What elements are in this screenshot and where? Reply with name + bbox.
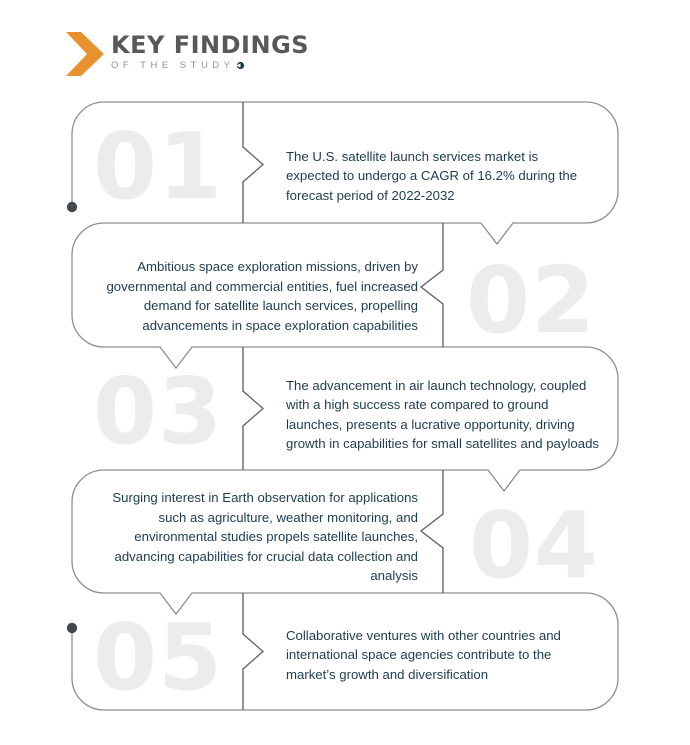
page-title: KEY FINDINGS bbox=[111, 31, 310, 59]
finding-number-5: 05 bbox=[92, 604, 224, 711]
finding-number-3: 03 bbox=[92, 358, 224, 465]
finding-number-4: 04 bbox=[468, 492, 600, 599]
finding-paragraph: The advancement in air launch technology, coupled with a high success rate compared to ground launches, presents a lucrative opportunity, driving growth in capabilities for small satellites and payloads bbox=[286, 377, 599, 451]
divider-chevron-4 bbox=[421, 470, 443, 593]
finding-paragraph: Collaborative ventures with other countries and international space agencies contribute to the market’s growth and diversification bbox=[286, 627, 561, 682]
divider-chevron-2 bbox=[421, 223, 443, 347]
finding-text-1 bbox=[286, 128, 594, 224]
line-end-dot-top bbox=[67, 202, 77, 212]
finding-text-3 bbox=[286, 362, 608, 467]
divider-chevron-3 bbox=[243, 347, 263, 470]
finding-number-2: 02 bbox=[465, 247, 597, 354]
divider-chevron-5 bbox=[243, 593, 263, 710]
finding-text-4 bbox=[100, 487, 418, 587]
finding-paragraph: Ambitious space exploration missions, driven by governmental and commercial entities, fuel increased demand for satellite launch services, propelling advancements in space exploration capabilities bbox=[106, 259, 418, 333]
line-end-dot-bottom bbox=[67, 623, 77, 633]
finding-paragraph: The U.S. satellite launch services market is expected to undergo a CAGR of 16.2% during the forecast period of 2022-2032 bbox=[286, 148, 578, 203]
finding-text-2 bbox=[100, 246, 418, 346]
page-subtitle: OF THE STUDY bbox=[111, 60, 235, 71]
finding-text-5 bbox=[286, 605, 594, 705]
finding-paragraph: Surging interest in Earth observation for applications such as agriculture, weather monitoring, and environmental studies propels satellite launches, advancing capabilities for crucial data collection and analysis bbox=[112, 490, 418, 584]
finding-number-1: 01 bbox=[92, 113, 224, 220]
divider-chevron-1 bbox=[243, 102, 263, 223]
